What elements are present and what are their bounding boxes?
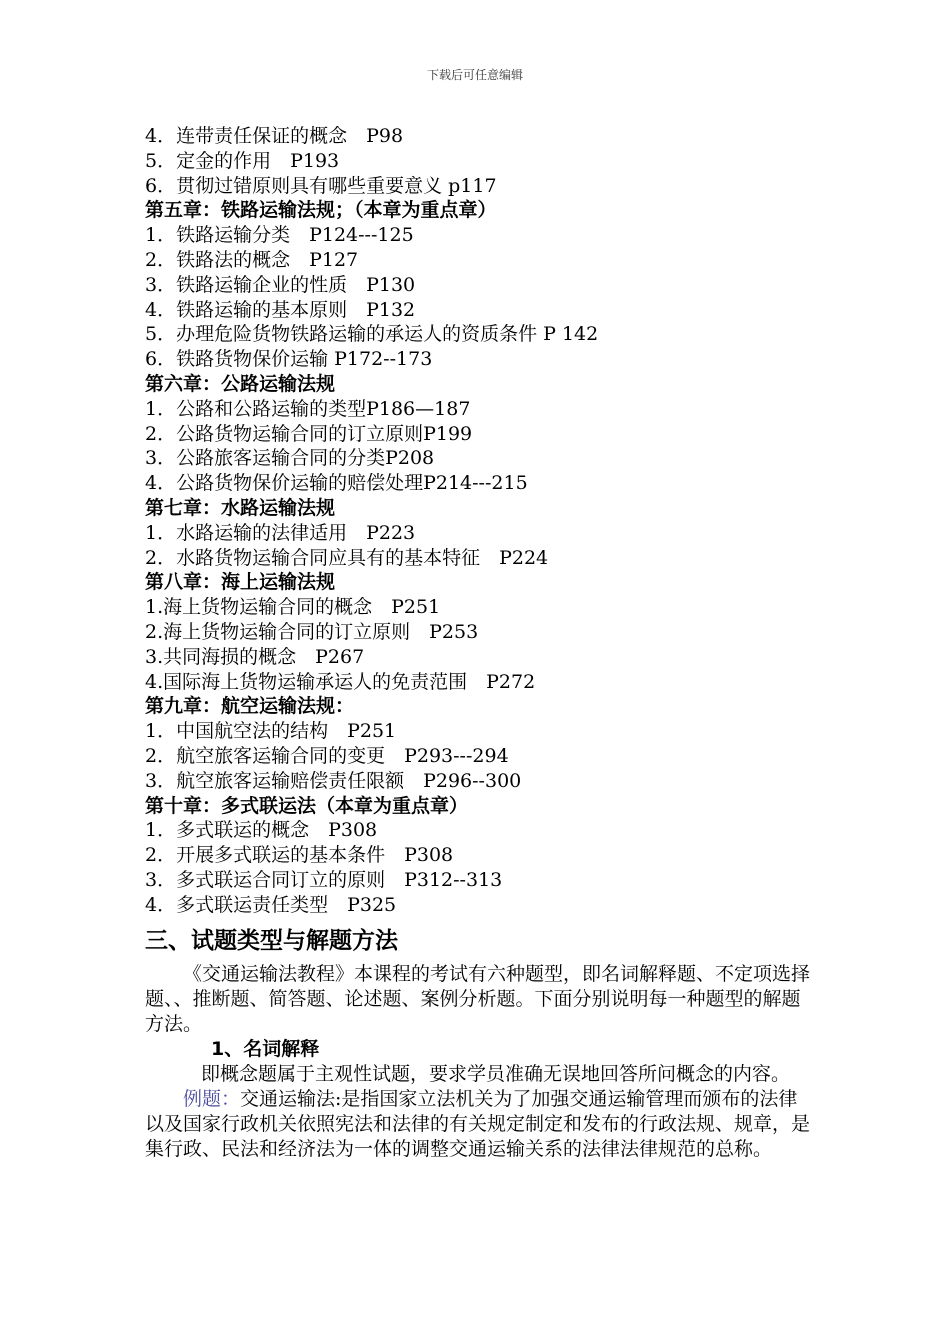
outline-item: 4．多式联运责任类型 P325 [145, 893, 397, 916]
subsection-paragraph: 即概念题属于主观性试题，要求学员准确无误地回答所问概念的内容。 [201, 1062, 791, 1085]
outline-item: 4.国际海上货物运输承运人的免责范围 P272 [145, 670, 536, 693]
outline-item: 3．航空旅客运输赔偿责任限额 P296--300 [145, 769, 522, 792]
example-text: 交通运输法:是指国家立法机关为了加强交通运输管理而颁布的法律以及国家行政机关依照宪法和法律的有关规定制定和发布的行政法规、规章，是集行政、民法和经济法为一体的调整交通运输关系的法律法律规范的总称。 [145, 1087, 811, 1160]
chapter-heading: 第五章：铁路运输法规；（本章为重点章） [145, 199, 497, 222]
outline-item: 1．多式联运的概念 P308 [145, 819, 378, 842]
page-header: 下载后可任意编辑 [426, 68, 523, 82]
outline-item: 1．铁路运输分类 P124---125 [145, 224, 414, 247]
section-title: 三、试题类型与解题方法 [145, 927, 398, 954]
chapter-heading: 第六章：公路运输法规 [145, 372, 336, 395]
outline-item: 6．铁路货物保价运输 P172--173 [145, 348, 433, 371]
outline-item: 5．定金的作用 P193 [145, 149, 340, 172]
chapter-heading: 第八章：海上运输法规 [145, 571, 336, 594]
outline-item: 4．连带责任保证的概念 P98 [145, 125, 404, 147]
document-body [145, 124, 815, 1162]
outline-item: 5．办理危险货物铁路运输的承运人的资质条件 P 142 [145, 323, 599, 346]
chapter-heading: 第十章：多式联运法（本章为重点章） [145, 794, 469, 817]
outline-item: 4．公路货物保价运输的赔偿处理P214---215 [145, 472, 528, 495]
outline-list [145, 124, 815, 918]
outline-item: 3.共同海损的概念 P267 [145, 645, 365, 668]
outline-item: 3．公路旅客运输合同的分类P208 [145, 447, 435, 470]
subsection-title: 1、名词解释 [211, 1037, 320, 1060]
outline-item: 3．铁路运输企业的性质 P130 [145, 273, 416, 296]
example-paragraph [145, 1087, 815, 1162]
outline-item: 1.海上货物运输合同的概念 P251 [145, 596, 441, 619]
intro-paragraph: 《交通运输法教程》本课程的考试有六种题型，即名词解释题、不定项选择题、、推断题、简答题、论述题、案例分析题。下面分别说明每一种题型的解题方法。 [145, 962, 811, 1035]
example-label: 例题： [183, 1087, 241, 1110]
outline-item: 2．水路货物运输合同应具有的基本特征 P224 [145, 546, 549, 569]
outline-item: 2．开展多式联运的基本条件 P308 [145, 844, 454, 867]
chapter-heading: 第九章：航空运输法规： [145, 695, 355, 718]
chapter-heading: 第七章：水路运输法规 [145, 496, 336, 519]
outline-item: 2．航空旅客运输合同的变更 P293---294 [145, 744, 509, 767]
outline-item: 2．公路货物运输合同的订立原则P199 [145, 422, 473, 445]
outline-item: 6．贯彻过错原则具有哪些重要意义 p117 [145, 174, 497, 197]
outline-item: 1．中国航空法的结构 P251 [145, 720, 397, 743]
outline-item: 1．公路和公路运输的类型P186—187 [145, 397, 471, 420]
outline-item: 3．多式联运合同订立的原则 P312--313 [145, 868, 503, 891]
outline-item: 2．铁路法的概念 P127 [145, 248, 359, 271]
outline-item: 2.海上货物运输合同的订立原则 P253 [145, 620, 479, 643]
outline-item: 1．水路运输的法律适用 P223 [145, 521, 416, 544]
outline-item: 4．铁路运输的基本原则 P132 [145, 298, 416, 321]
